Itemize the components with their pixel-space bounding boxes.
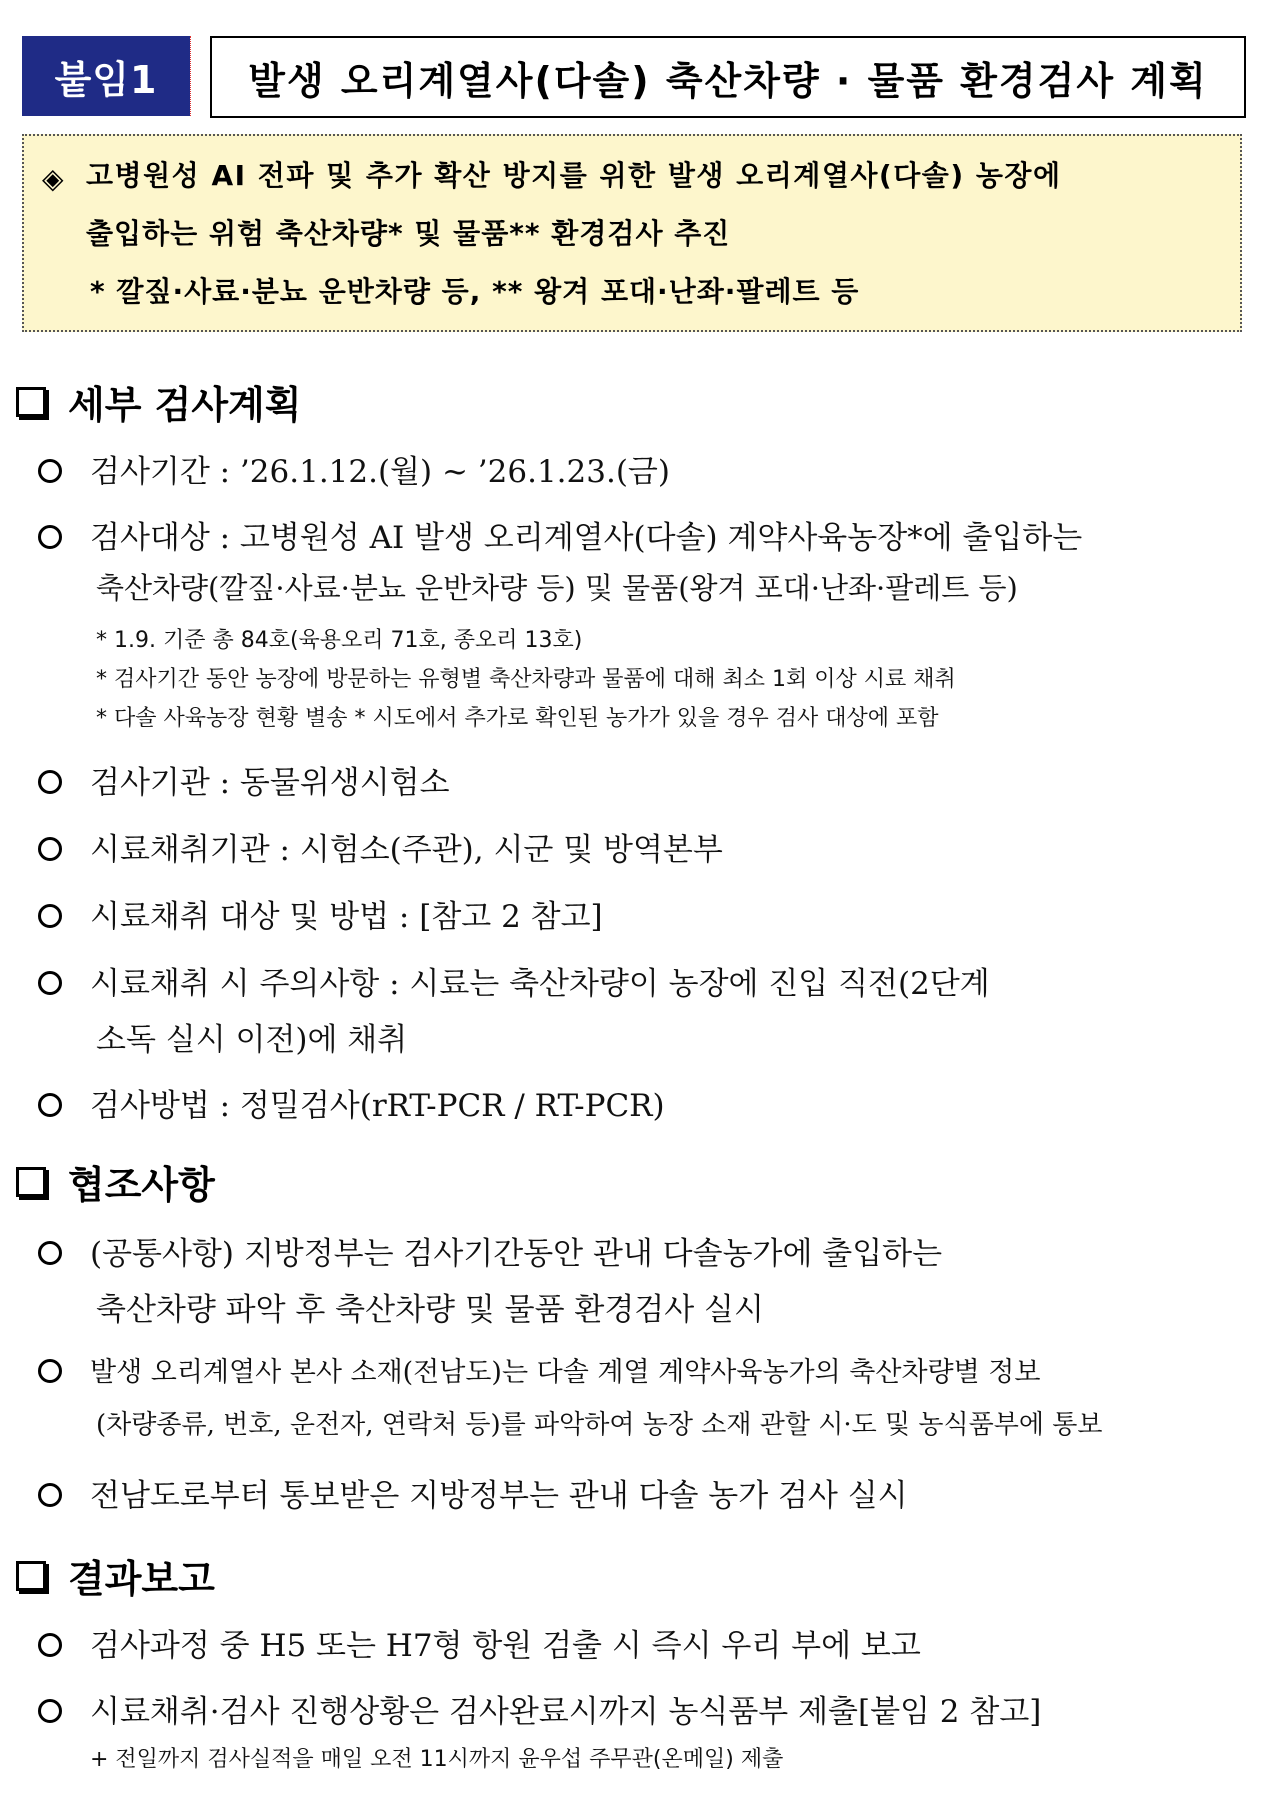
- item-text: 전남도로부터 통보받은 지방정부는 관내 다솔 농가 검사 실시: [90, 1478, 908, 1514]
- section-title: 협조사항: [68, 1163, 215, 1207]
- list-item: [38, 1620, 921, 1665]
- page-title: 발생 오리계열사(다솔) 축산차량 · 물품 환경검사 계획: [210, 36, 1246, 118]
- list-item: [38, 958, 990, 1003]
- checkbox-square-icon: [16, 1561, 46, 1591]
- item-text: 시료채취·검사 진행상황은 검사완료시까지 농식품부 제출[붙임 2 참고]: [90, 1694, 1042, 1730]
- title-row: [22, 36, 1244, 118]
- section-title: 결과보고: [68, 1557, 215, 1601]
- circle-bullet-icon: [38, 1699, 62, 1723]
- footnote: * 검사기간 동안 농장에 방문하는 유형별 축산차량과 물품에 대해 최소 1회 이상 시료 채취: [96, 667, 956, 692]
- summary-box: [22, 134, 1242, 332]
- item-text: 검사방법 : 정밀검사(rRT-PCR / RT-PCR): [90, 1088, 665, 1124]
- divider: [190, 36, 211, 116]
- diamond-bullet-icon: ◈: [42, 162, 64, 195]
- summary-line-1: 고병원성 AI 전파 및 추가 확산 방지를 위한 발생 오리계열사(다솔) 농장에: [86, 159, 1062, 192]
- circle-bullet-icon: [38, 459, 62, 483]
- list-item: [38, 1080, 665, 1125]
- section-heading-report: [16, 1548, 215, 1603]
- item-text: 시료채취 시 주의사항 : 시료는 축산차량이 농장에 진입 직전(2단계: [90, 966, 990, 1002]
- item-text: 검사기간 : ’26.1.12.(월) ~ ’26.1.23.(금): [90, 454, 670, 490]
- checkbox-square-icon: [16, 1167, 46, 1197]
- attachment-tag: 붙임1: [22, 36, 190, 116]
- list-item: [38, 1686, 1041, 1731]
- footnote: * 1.9. 기준 총 84호(육용오리 71호, 종오리 13호): [96, 628, 583, 653]
- list-item: [38, 824, 723, 869]
- list-item: [38, 891, 603, 936]
- list-item: [38, 446, 670, 491]
- circle-bullet-icon: [38, 525, 62, 549]
- circle-bullet-icon: [38, 770, 62, 794]
- list-item: [38, 757, 450, 802]
- item-text: (공통사항) 지방정부는 검사기간동안 관내 다솔농가에 출입하는: [90, 1236, 943, 1272]
- item-text: 시료채취기관 : 시험소(주관), 시군 및 방역본부: [90, 832, 723, 868]
- circle-bullet-icon: [38, 1633, 62, 1657]
- item-continuation: 축산차량(깔짚·사료·분뇨 운반차량 등) 및 물품(왕겨 포대·난좌·팔레트 등): [96, 571, 1018, 605]
- footnote: + 전일까지 검사실적을 매일 오전 11시까지 윤우섭 주무관(온메일) 제출: [90, 1747, 784, 1772]
- item-continuation: 소독 실시 이전)에 채취: [96, 1022, 408, 1058]
- circle-bullet-icon: [38, 1241, 62, 1265]
- item-text: 시료채취 대상 및 방법 : [참고 2 참고]: [90, 899, 603, 935]
- item-text: 검사대상 : 고병원성 AI 발생 오리계열사(다솔) 계약사육농장*에 출입하는: [90, 520, 1083, 556]
- item-text: 검사기관 : 동물위생시험소: [90, 765, 450, 801]
- circle-bullet-icon: [38, 971, 62, 995]
- section-title: 세부 검사계획: [68, 383, 302, 427]
- circle-bullet-icon: [38, 904, 62, 928]
- list-item: [38, 512, 1082, 557]
- item-text: 발생 오리계열사 본사 소재(전남도)는 다솔 계열 계약사육농가의 축산차량별 정보: [90, 1357, 1041, 1388]
- footnote: * 다솔 사육농장 현황 별송 * 시도에서 추가로 확인된 농가가 있을 경우 검사 대상에 포함: [96, 706, 939, 731]
- item-continuation: (차량종류, 번호, 운전자, 연락처 등)를 파악하여 농장 소재 관할 시·도 및 농식품부에 통보: [96, 1410, 1103, 1440]
- list-item: [38, 1350, 1040, 1389]
- circle-bullet-icon: [38, 837, 62, 861]
- list-item: [38, 1470, 908, 1515]
- section-heading-cooperation: [16, 1154, 215, 1209]
- circle-bullet-icon: [38, 1359, 62, 1383]
- summary-line-3: * 깔짚·사료·분뇨 운반차량 등, ** 왕겨 포대·난좌·팔레트 등: [90, 275, 860, 308]
- item-text: 검사과정 중 H5 또는 H7형 항원 검출 시 즉시 우리 부에 보고: [90, 1628, 921, 1664]
- section-heading-plan: [16, 374, 301, 429]
- item-continuation: 축산차량 파악 후 축산차량 및 물품 환경검사 실시: [96, 1292, 764, 1328]
- checkbox-square-icon: [16, 387, 46, 417]
- circle-bullet-icon: [38, 1483, 62, 1507]
- circle-bullet-icon: [38, 1093, 62, 1117]
- summary-line-2: 출입하는 위험 축산차량* 및 물품** 환경검사 추진: [86, 217, 731, 250]
- list-item: [38, 1228, 942, 1273]
